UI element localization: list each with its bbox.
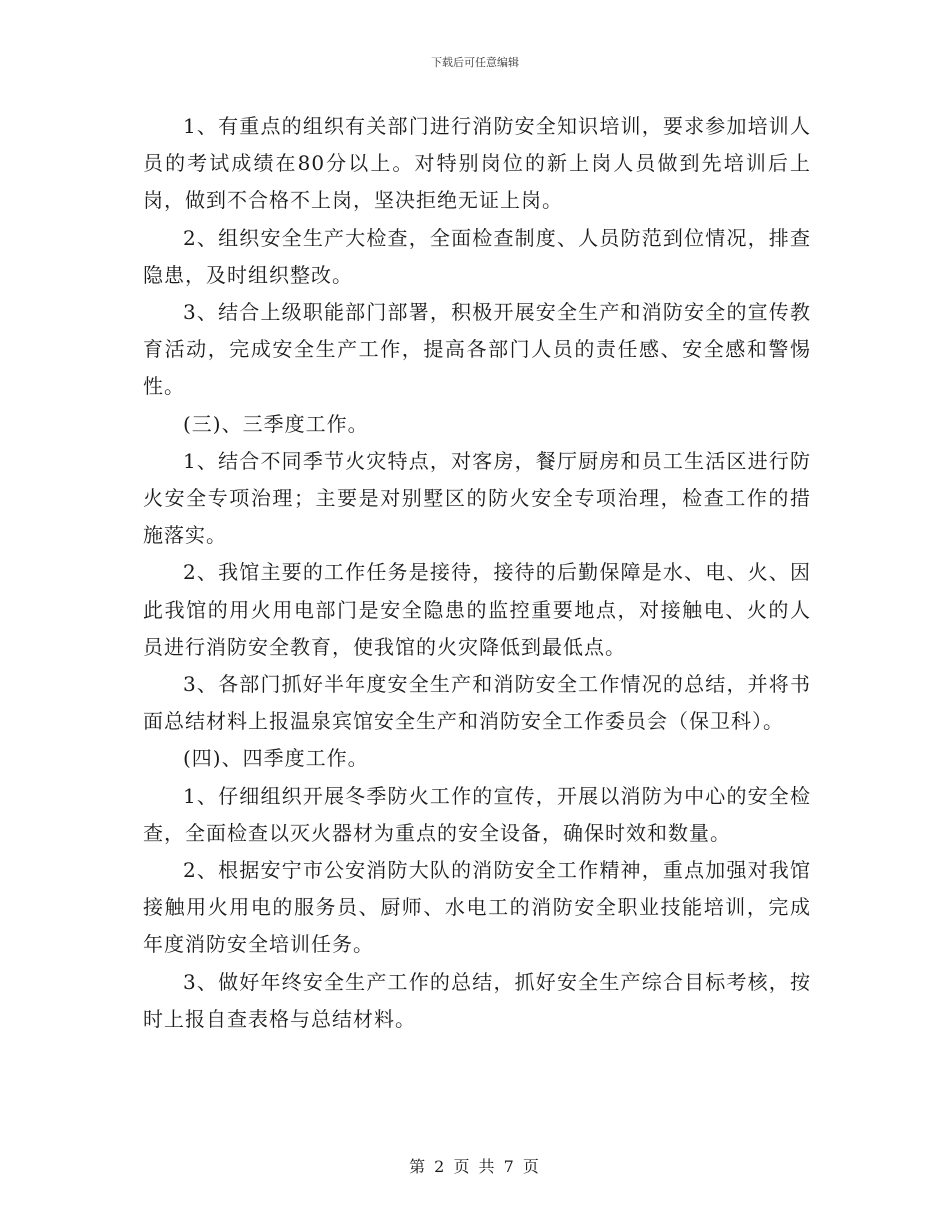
paragraph-year-end-summary: 3、做好年终安全生产工作的总结，抓好安全生产综合目标考核，按时上报自查表格与总结材料。 (143, 969, 811, 1031)
paragraph-training: 1、有重点的组织有关部门进行消防安全知识培训，要求参加培训人员的考试成绩在80分以上。对特别岗位的新上岗人员做到先培训后上岗，做到不合格不上岗，坚决拒绝无证上岗。 (143, 114, 811, 213)
paragraph-fire-governance: 1、结合不同季节火灾特点，对客房，餐厅厨房和员工生活区进行防火安全专项治理；主要是对别墅区的防火安全专项治理，检查工作的措施落实。 (143, 448, 811, 548)
page-header: 下载后可任意编辑 (431, 56, 519, 69)
paragraph-publicity: 3、结合上级职能部门部署，积极开展安全生产和消防安全的宣传教育活动，完成安全生产工作，提高各部门人员的责任感、安全感和警惕性。 (143, 300, 811, 399)
paragraph-winter-fire: 1、仔细组织开展冬季防火工作的宣传，开展以消防为中心的安全检查，全面检查以灭火器材为重点的安全设备，确保时效和数量。 (143, 783, 811, 845)
page-number: 第 2 页 共 7 页 (409, 1157, 541, 1176)
paragraph-half-year-summary: 3、各部门抓好半年度安全生产和消防安全工作情况的总结，并将书面总结材料上报温泉宾馆安全生产和消防安全工作委员会（保卫科）。 (143, 672, 811, 734)
paragraph-inspection: 2、组织安全生产大检查，全面检查制度、人员防范到位情况，排查隐患，及时组织整改。 (143, 225, 811, 287)
paragraph-skills-training: 2、根据安宁市公安消防大队的消防安全工作精神，重点加强对我馆接触用火用电的服务员、厨师、水电工的消防安全职业技能培训，完成年度消防安全培训任务。 (143, 858, 811, 957)
section-heading-q4: (四)、四季度工作。 (183, 746, 369, 771)
section-heading-q3: (三)、三季度工作。 (183, 411, 369, 436)
document-body (143, 108, 811, 1038)
paragraph-reception: 2、我馆主要的工作任务是接待，接待的后勤保障是水、电、火、因此我馆的用火用电部门是安全隐患的监控重要地点，对接触电、火的人员进行消防安全教育，使我馆的火灾降低到最低点。 (143, 560, 811, 659)
